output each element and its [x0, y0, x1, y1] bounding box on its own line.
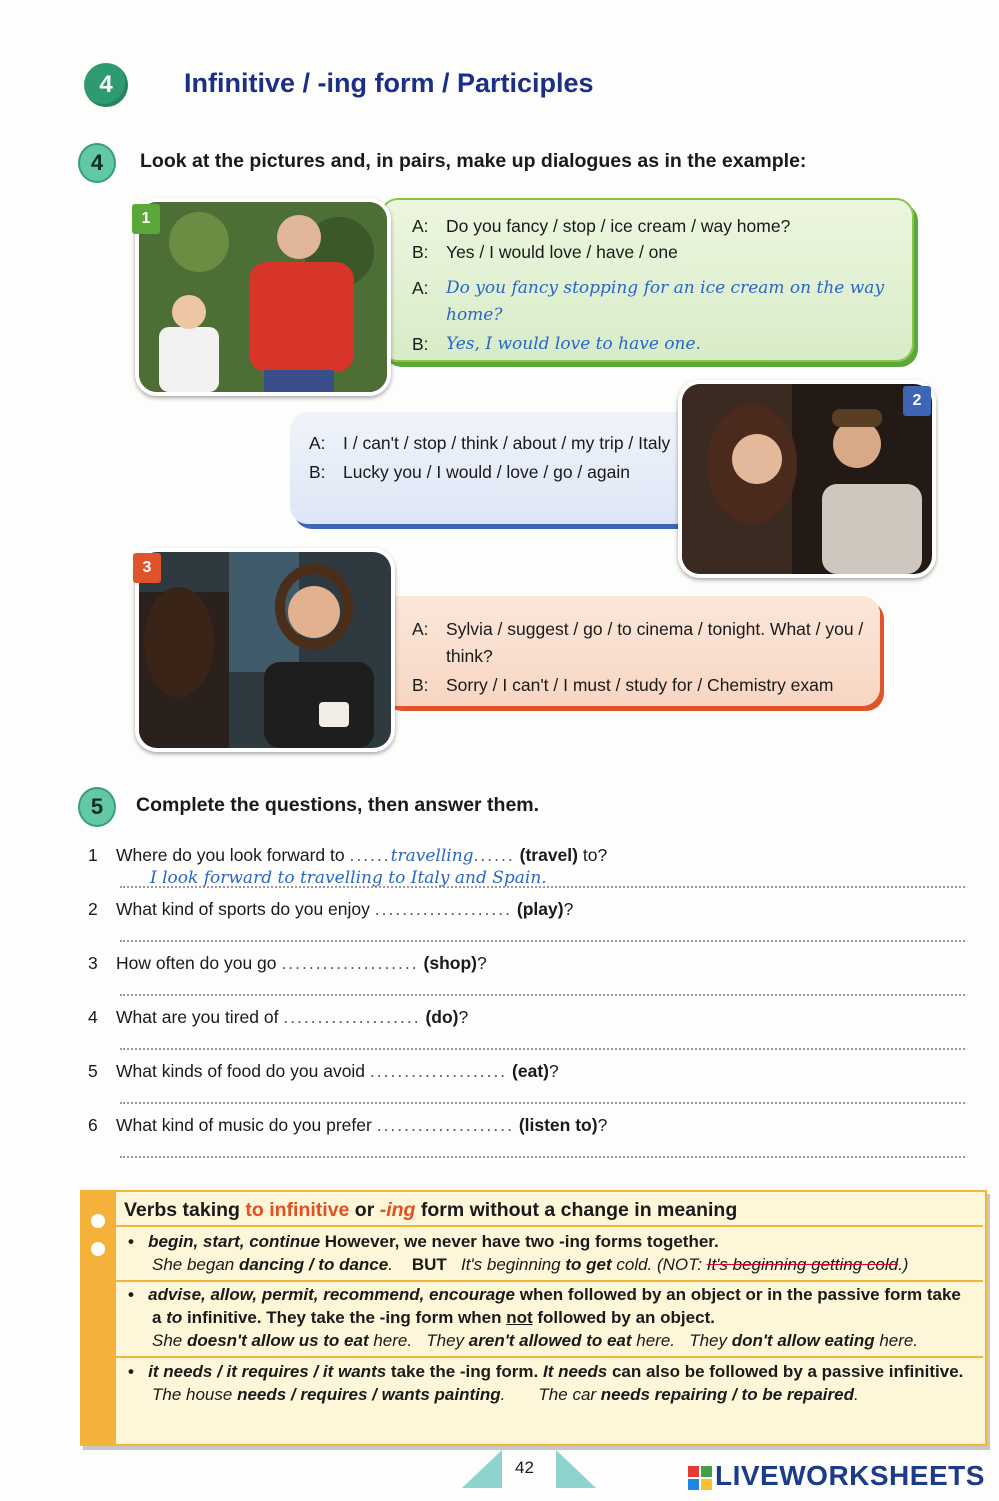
- dialogue-2-prompt-b: Lucky you / I would / love / go / again: [343, 462, 630, 482]
- question-number: 4: [88, 1007, 98, 1027]
- verb-list: begin, start, continue: [148, 1232, 321, 1251]
- photo-3-number: 3: [133, 553, 161, 583]
- example: .: [388, 1255, 393, 1274]
- dialogue-3-text: [412, 616, 872, 696]
- example-answer-a: Do you fancy stopping for an ice cream on the way home?: [446, 278, 885, 325]
- question-text: What kind of music do you prefer: [116, 1115, 372, 1135]
- photo-2-number: 2: [903, 386, 931, 416]
- example: cold. (NOT:: [611, 1255, 707, 1274]
- example: The car: [538, 1385, 601, 1404]
- speaker-b: B:: [309, 462, 326, 482]
- speaker-a: A:: [412, 619, 429, 639]
- logo-text: LIVEWORKSHEETS: [715, 1460, 985, 1491]
- grammar-section-1: [128, 1230, 968, 1276]
- grammar-title: [124, 1199, 737, 1222]
- dialogue-1-text: [412, 216, 892, 355]
- example-highlight: dancing / to dance: [238, 1255, 389, 1274]
- question-text: What are you tired of: [116, 1007, 279, 1027]
- question-end: ?: [597, 1115, 608, 1135]
- photo-3-illustration: [139, 552, 391, 748]
- page-right-triangle: [556, 1450, 596, 1488]
- example-highlight: don't allow eating: [731, 1331, 875, 1350]
- answer-line-3[interactable]: [120, 994, 965, 996]
- photo-1-number: 1: [132, 204, 160, 234]
- example-answer-b: Yes, I would love to have one.: [446, 334, 701, 354]
- dialogue-3-prompt-a: Sylvia / suggest / go / to cinema / tonight. What / you / think?: [446, 619, 864, 666]
- grammar-divider: [116, 1280, 983, 1282]
- example: .: [500, 1385, 506, 1404]
- question-number: 5: [88, 1061, 98, 1081]
- dialogue-1-prompt-a: Do you fancy / stop / ice cream / way home?: [446, 216, 791, 236]
- grammar-title-highlight: to infinitive: [245, 1199, 350, 1221]
- verb-hint: (travel): [519, 845, 578, 865]
- exercise-5-instruction: Complete the questions, then answer them.: [136, 794, 540, 816]
- bullet: •: [128, 1285, 134, 1304]
- dialogue-3-prompt-b: Sorry / I can't / I must / study for / Chemistry exam: [446, 675, 834, 695]
- example: They: [689, 1331, 732, 1350]
- question-end: to?: [577, 845, 608, 865]
- photo-1-grandfather-and-boy: [135, 198, 391, 396]
- logo-squares-icon: [688, 1466, 712, 1490]
- but-keyword: BUT: [411, 1255, 447, 1274]
- verb-hint: (play): [516, 899, 564, 919]
- bullet: •: [128, 1362, 134, 1381]
- page-left-triangle: [462, 1450, 502, 1488]
- question-4: [88, 1007, 468, 1028]
- full-answer-1: I look forward to travelling to Italy and Spain.: [150, 868, 547, 888]
- liveworksheets-logo: [688, 1460, 985, 1492]
- grammar-section-3: [128, 1360, 968, 1406]
- example: .: [853, 1385, 859, 1404]
- answer-blank-5[interactable]: ....................: [369, 1061, 508, 1081]
- unit-title: Infinitive / -ing form / Participles: [184, 68, 594, 98]
- speaker-a: A:: [412, 216, 429, 236]
- speaker-b: B:: [412, 334, 429, 354]
- photo-3-two-girls: [135, 548, 395, 752]
- question-end: ?: [458, 1007, 469, 1027]
- rule-keyword-not: not: [506, 1308, 533, 1327]
- rule-keyword: It needs: [542, 1362, 608, 1381]
- example: They: [426, 1331, 469, 1350]
- question-6: [88, 1115, 607, 1136]
- question-number: 6: [88, 1115, 98, 1135]
- example: She began: [152, 1255, 239, 1274]
- question-number: 3: [88, 953, 98, 973]
- verb-hint: (eat): [512, 1061, 549, 1081]
- question-text: What kinds of food do you avoid: [116, 1061, 366, 1081]
- verb-hint: (do): [425, 1007, 459, 1027]
- question-2: [88, 899, 573, 920]
- speaker-a: A:: [412, 278, 429, 298]
- verb-list: it needs / it requires / it wants: [148, 1362, 387, 1381]
- question-5: [88, 1061, 559, 1082]
- verb-list: advise, allow, permit, recommend, encourage: [148, 1285, 516, 1304]
- dialogue-2-text: [309, 430, 679, 483]
- photo-2-young-couple: [678, 380, 936, 578]
- question-1: [88, 845, 607, 866]
- unit-number-badge: 4: [84, 63, 128, 107]
- example-highlight: to get: [565, 1255, 612, 1274]
- answer-blank-3[interactable]: ....................: [281, 953, 419, 973]
- dialogue-2-prompt-a: I / can't / stop / think / about / my trip / Italy: [343, 433, 671, 453]
- answer-line-4[interactable]: [120, 1048, 965, 1050]
- speaker-b: B:: [412, 242, 429, 262]
- example-highlight: needs repairing / to be repaired: [600, 1385, 854, 1404]
- grammar-dot-icon: [91, 1242, 105, 1256]
- wrong-example: It's beginning getting cold: [706, 1255, 899, 1274]
- example: here.: [874, 1331, 919, 1350]
- photo-1-illustration: [139, 202, 387, 392]
- rule-text: infinitive. They take the -ing form when: [182, 1308, 507, 1327]
- question-end: ?: [563, 899, 574, 919]
- answer-line-2[interactable]: [120, 940, 965, 942]
- question-text: What kind of sports do you enjoy: [116, 899, 370, 919]
- question-text: How often do you go: [116, 953, 277, 973]
- speaker-b: B:: [412, 675, 429, 695]
- rule-keyword: to: [166, 1308, 183, 1327]
- rule-text: take the -ing form.: [386, 1362, 543, 1381]
- question-end: ?: [477, 953, 487, 973]
- example: here.: [631, 1331, 676, 1350]
- page-number: 42: [515, 1458, 534, 1477]
- grammar-divider: [116, 1225, 983, 1227]
- example: She: [152, 1331, 187, 1350]
- verb-hint: (listen to): [518, 1115, 598, 1135]
- question-3: [88, 953, 487, 974]
- grammar-title-part: Verbs taking: [124, 1199, 246, 1221]
- question-number: 2: [88, 899, 98, 919]
- exercise-4-instruction: Look at the pictures and, in pairs, make up dialogues as in the example:: [140, 150, 807, 172]
- answer-line-6[interactable]: [120, 1156, 965, 1158]
- blank-dots: ......: [349, 845, 391, 865]
- grammar-title-part: or: [349, 1199, 380, 1221]
- answer-line-5[interactable]: [120, 1102, 965, 1104]
- grammar-section-2: [128, 1283, 968, 1352]
- example: The house: [152, 1385, 238, 1404]
- exercise-4-badge: 4: [78, 143, 116, 183]
- grammar-divider: [116, 1356, 983, 1358]
- bullet: •: [128, 1232, 134, 1251]
- answer-blank-2[interactable]: ....................: [374, 899, 513, 919]
- answer-blank-1[interactable]: travelling: [390, 846, 474, 866]
- rule-text: can also be followed by a passive infinitive.: [607, 1362, 964, 1381]
- question-text: Where do you look forward to: [116, 845, 345, 865]
- example: .): [898, 1255, 909, 1274]
- grammar-box-accent-strip: [80, 1190, 116, 1444]
- rule-text: followed by an object.: [532, 1308, 715, 1327]
- blank-dots: ......: [473, 845, 515, 865]
- example-highlight: doesn't allow us to eat: [186, 1331, 369, 1350]
- question-end: ?: [549, 1061, 559, 1081]
- verb-hint: (shop): [423, 953, 477, 973]
- exercise-5-badge: 5: [78, 787, 116, 827]
- rule-text: when followed by an object or in the passive form take a: [152, 1285, 961, 1327]
- grammar-title-highlight: -ing: [379, 1199, 416, 1221]
- question-number: 1: [88, 845, 98, 865]
- dialogue-1-prompt-b: Yes / I would love / have / one: [446, 242, 678, 262]
- answer-blank-4[interactable]: ....................: [283, 1007, 421, 1027]
- example: here.: [368, 1331, 413, 1350]
- grammar-dot-icon: [91, 1214, 105, 1228]
- speaker-a: A:: [309, 433, 326, 453]
- grammar-title-part: form without a change in meaning: [415, 1199, 738, 1221]
- rule-text: However, we never have two -ing forms together.: [320, 1232, 719, 1251]
- example: It's beginning: [460, 1255, 566, 1274]
- example-highlight: needs / requires / wants painting: [237, 1385, 501, 1404]
- example-highlight: aren't allowed to eat: [468, 1331, 632, 1350]
- photo-2-illustration: [682, 384, 932, 574]
- answer-blank-6[interactable]: ....................: [376, 1115, 514, 1135]
